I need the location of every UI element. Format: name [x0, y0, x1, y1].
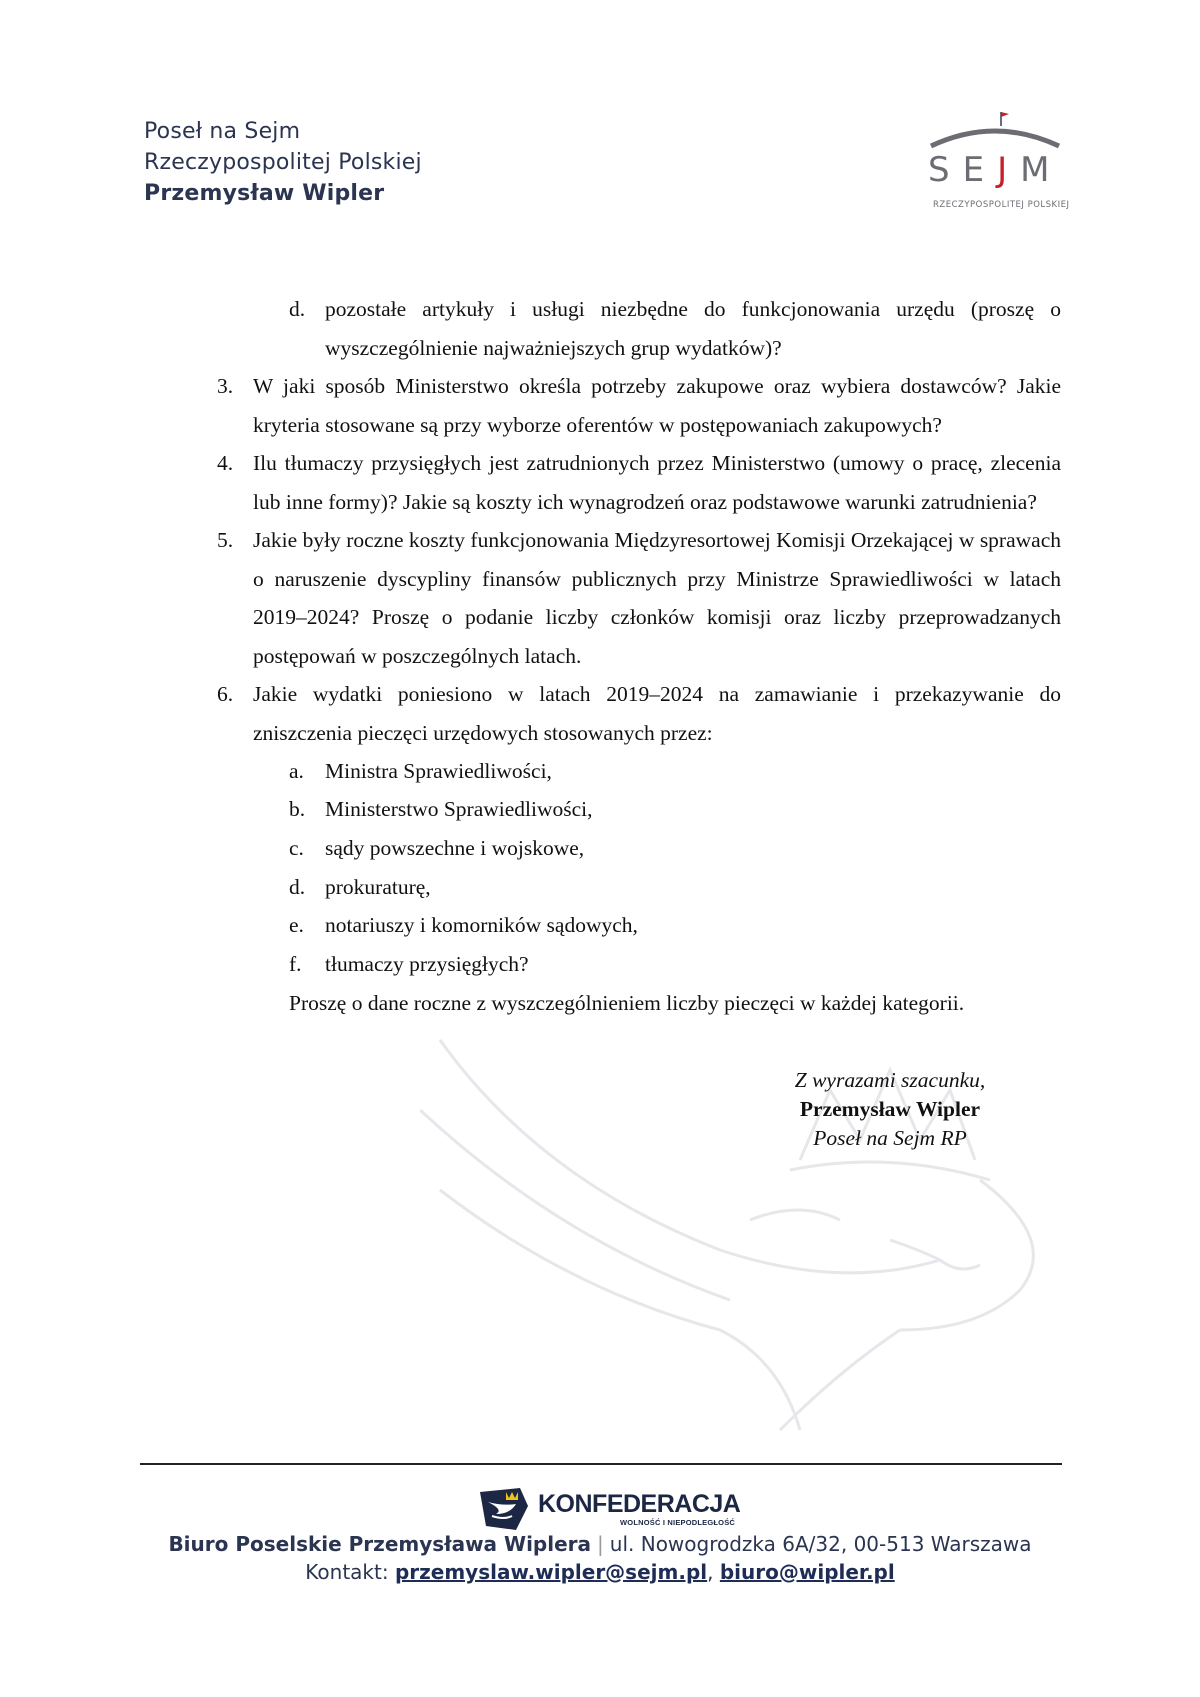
question-text: W jaki sposób Ministerstwo określa potrzeby zakupowe oraz wybiera dostawców? Jakie kryteria stosowane są przy wyborze oferentów w postępowaniach zakupowych?: [253, 374, 1061, 437]
closing-note: Proszę o dane roczne z wyszczególnieniem liczby pieczęci w każdej kategorii.: [289, 991, 965, 1015]
list-text: Ministerstwo Sprawiedliwości,: [325, 797, 593, 821]
sender-title: Poseł na Sejm: [144, 119, 301, 144]
list-text: tłumaczy przysięgłych?: [325, 952, 529, 976]
email-link-office[interactable]: biuro@wipler.pl: [719, 1560, 895, 1584]
office-address-line: [0, 1532, 1200, 1556]
address-separator: |: [597, 1532, 604, 1556]
list-item: [289, 752, 1061, 791]
sejm-letter-m: M: [1020, 150, 1063, 190]
list-marker: d.: [289, 875, 306, 899]
signoff-role: Poseł na Sejm RP: [813, 1126, 967, 1150]
list-item: [289, 906, 1061, 945]
question-number: 3.: [217, 374, 234, 398]
sejm-subtitle: RZECZYPOSPOLITEJ POLSKIEJ: [933, 200, 1070, 210]
list-text: Ministra Sprawiedliwości,: [325, 759, 552, 783]
question-number: 4.: [217, 451, 234, 475]
sejm-wordmark: [928, 150, 1063, 190]
footer-divider: [140, 1463, 1062, 1465]
list-item: [289, 945, 1061, 984]
contact-line: [0, 1560, 1200, 1584]
sejm-letter-s: S: [928, 150, 963, 190]
email-link-sejm[interactable]: przemyslaw.wipler@sejm.pl: [394, 1560, 708, 1584]
party-tagline: WOLNOŚĆ I NIEPODLEGŁOŚĆ: [620, 1518, 736, 1527]
question-number: 6.: [217, 682, 234, 706]
sender-name: Przemysław Wipler: [144, 181, 385, 206]
list-marker: c.: [289, 836, 304, 860]
konfederacja-eagle-logo-icon: [476, 1486, 532, 1534]
question-text: Ilu tłumaczy przysięgłych jest zatrudnionych przez Ministerstwo (umowy o pracę, zlecenia lub inne formy)? Jakie są koszty ich wynagrodzeń oraz podstawowe warunki zatrudnienia?: [253, 451, 1061, 514]
list-marker: b.: [289, 797, 306, 821]
list-text: sądy powszechne i wojskowe,: [325, 836, 585, 860]
office-name: Biuro Poselskie Przemysława Wiplera: [168, 1532, 592, 1556]
list-item: [289, 790, 1061, 829]
list-item: [289, 829, 1061, 868]
list-text: notariuszy i komorników sądowych,: [325, 913, 638, 937]
list-item: [289, 868, 1061, 907]
contact-label: Kontakt:: [305, 1560, 389, 1584]
list-marker: a.: [289, 759, 304, 783]
list-marker: e.: [289, 913, 304, 937]
question-6: [217, 675, 1061, 752]
signoff-block: [760, 1066, 1020, 1153]
sender-country: Rzeczypospolitej Polskiej: [144, 150, 422, 175]
sender-block: [144, 116, 422, 209]
question-text: Jakie wydatki poniesiono w latach 2019–2024 na zamawianie i przekazywanie do zniszczenia pieczęci urzędowych stosowanych przez:: [253, 682, 1061, 745]
list-text: prokuraturę,: [325, 875, 431, 899]
question-text: Jakie były roczne koszty funkcjonowania Międzyresortowej Komisji Orzekającej w sprawach o naruszenie dyscypliny finansów publicznych przy Ministrze Sprawiedliwości w latach 2019–2024? Proszę o podanie liczby członków komisji oraz liczby przeprowadzanych postępowań w poszczególnych latach.: [253, 528, 1061, 668]
list-item: [289, 290, 1061, 367]
list-marker: d.: [289, 297, 306, 321]
question-3: [217, 367, 1061, 444]
party-name: KONFEDERACJA: [538, 1490, 741, 1518]
office-address: ul. Nowogrodzka 6A/32, 00-513 Warszawa: [609, 1532, 1032, 1556]
contact-comma: ,: [707, 1560, 714, 1584]
question-4: [217, 444, 1061, 521]
signoff-name: Przemysław Wipler: [799, 1097, 981, 1121]
list-marker: f.: [289, 952, 302, 976]
question-5: [217, 521, 1061, 675]
sejm-letter-e: E: [962, 150, 998, 190]
sejm-letter-j: J: [997, 150, 1021, 190]
question-number: 5.: [217, 528, 234, 552]
signoff-greeting: Z wyrazami szacunku,: [794, 1068, 986, 1092]
list-text: pozostałe artykuły i usługi niezbędne do funkcjonowania urzędu (proszę o wyszczególnienie najważniejszych grup wydatków)?: [325, 297, 1061, 360]
